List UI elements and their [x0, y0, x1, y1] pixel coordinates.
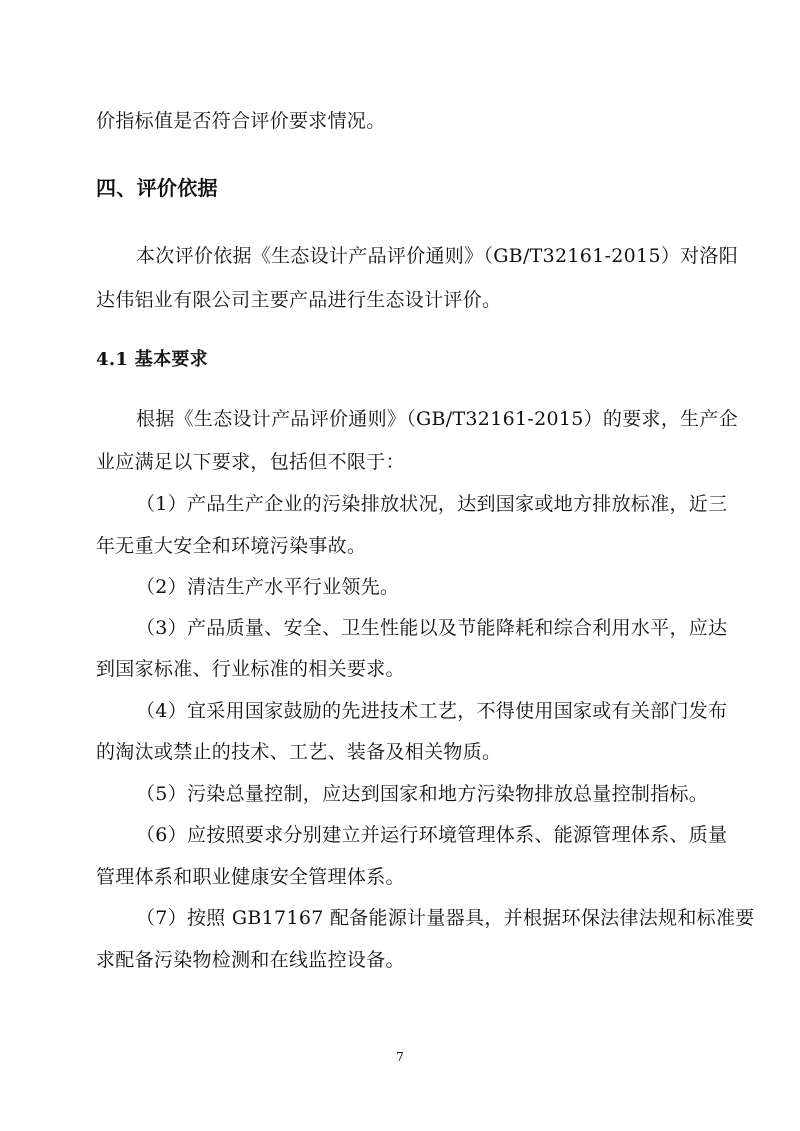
requirement-item-4-line-1: （4）宜采用国家鼓励的先进技术工艺，不得使用国家或有关部门发布 [136, 700, 728, 722]
subsection-heading: 4.1 基本要求 [96, 349, 208, 370]
page-number: 7 [396, 1050, 404, 1064]
requirement-item-7-line-2: 求配备污染物检测和在线监控设备。 [96, 949, 405, 971]
requirements-intro-line-2: 业应满足以下要求，包括但不限于： [96, 451, 405, 473]
requirement-item-1-line-1: （1）产品生产企业的污染排放状况，达到国家或地方排放标准，近三 [136, 493, 728, 515]
basis-paragraph-line-1: 本次评价依据《生态设计产品评价通则》（GB/T32161-2015）对洛阳 [136, 245, 739, 267]
requirement-item-1-line-2: 年无重大安全和环境污染事故。 [96, 535, 367, 557]
requirement-item-5-line-1: （5）污染总量控制，应达到国家和地方污染物排放总量控制指标。 [136, 783, 709, 805]
requirements-intro-line-1: 根据《生态设计产品评价通则》（GB/T32161-2015）的要求，生产企 [136, 408, 739, 430]
basis-paragraph-line-2: 达伟铝业有限公司主要产品进行生态设计评价。 [96, 289, 502, 311]
requirement-item-7-line-1: （7）按照 GB17167 配备能源计量器具，并根据环保法律法规和标准要 [136, 907, 755, 929]
intro-continuation-text: 价指标值是否符合评价要求情况。 [96, 110, 386, 132]
section-heading: 四、评价依据 [96, 176, 218, 200]
requirement-item-4-line-2: 的淘汰或禁止的技术、工艺、装备及相关物质。 [96, 741, 502, 763]
requirement-item-6-line-1: （6）应按照要求分别建立并运行环境管理体系、能源管理体系、质量 [136, 824, 728, 846]
requirement-item-6-line-2: 管理体系和职业健康安全管理体系。 [96, 866, 405, 888]
requirement-item-3-line-1: （3）产品质量、安全、卫生性能以及节能降耗和综合利用水平，应达 [136, 617, 728, 639]
requirement-item-2-line-1: （2）清洁生产水平行业领先。 [136, 576, 400, 598]
requirement-item-3-line-2: 到国家标准、行业标准的相关要求。 [96, 658, 405, 680]
